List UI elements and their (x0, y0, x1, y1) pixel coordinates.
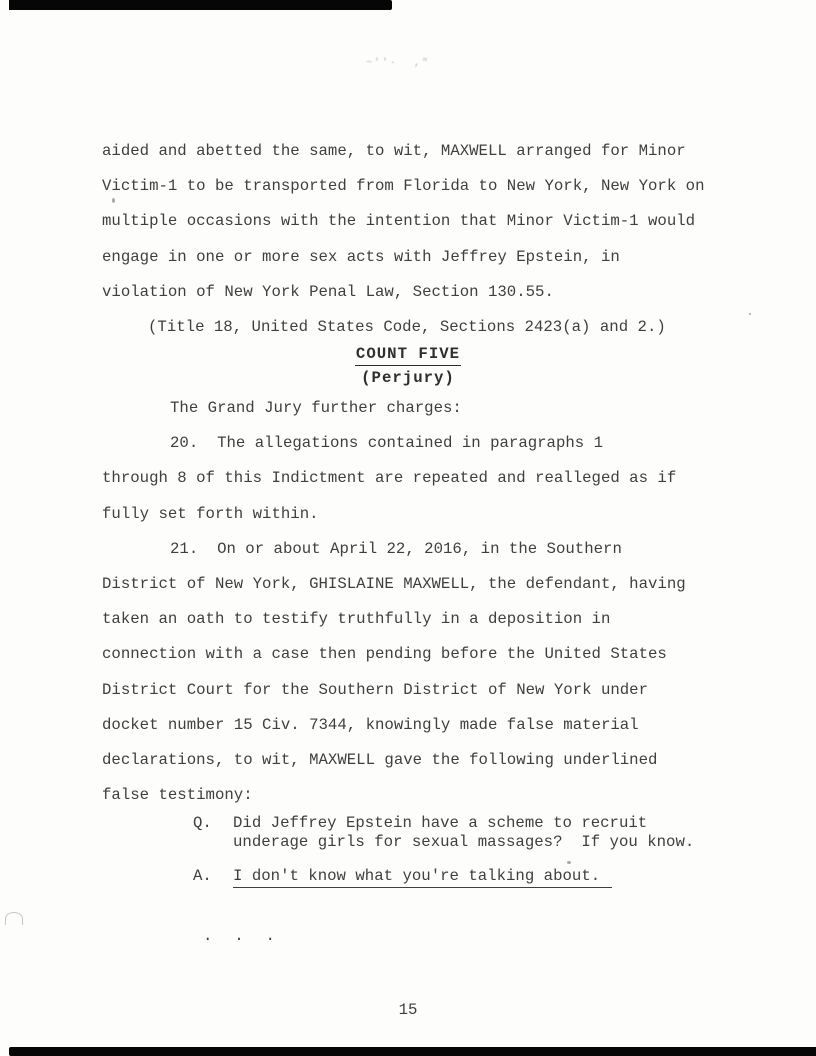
paragraph-21-line: District of New York, GHISLAINE MAXWELL, the defendant, having (102, 574, 686, 593)
paragraph-21-line: taken an oath to testify truthfully in a deposition in (102, 610, 611, 629)
page-number: 15 (398, 1001, 418, 1019)
paragraph-21-line: false testimony: (102, 786, 253, 805)
question-label: Q. (193, 814, 212, 832)
count-four-continuation (102, 134, 720, 345)
page-footer (0, 1000, 816, 1020)
testimony-answer (193, 867, 733, 888)
count-five-heading-block (102, 345, 714, 388)
scan-artifact-bottom-bar (9, 1047, 816, 1056)
paragraph-21-line: connection with a case then pending before the United States (102, 645, 667, 664)
scan-artifact-top-bar (9, 0, 392, 10)
paragraph-21-line: declarations, to wit, MAXWELL gave the following underlined (102, 750, 658, 769)
answer-label: A. (193, 867, 212, 885)
paragraph-line: violation of New York Penal Law, Section 130.55. (102, 282, 554, 301)
paragraph-line: aided and abetted the same, to wit, MAXWELL arranged for Minor (102, 142, 686, 160)
question-line: underage girls for sexual massages? If you know. (233, 833, 695, 851)
paragraph-line: multiple occasions with the intention that Minor Victim-1 would (102, 212, 696, 231)
testimony-excerpt (193, 814, 733, 888)
count-five-heading: COUNT FIVE (102, 345, 714, 366)
statute-citation: (Title 18, United States Code, Sections 2423(a) and 2.) (148, 317, 666, 336)
paragraph-20-line: fully set forth within. (102, 504, 319, 523)
question-text (233, 814, 694, 852)
paragraph-20-line: 20. The allegations contained in paragraphs 1 (170, 434, 604, 453)
question-line: Did Jeffrey Epstein have a scheme to recruit (233, 814, 648, 832)
scan-speck (749, 313, 751, 315)
testimony-ellipsis: . . . (203, 927, 276, 945)
perjury-subheading: (Perjury) (361, 369, 455, 387)
paragraph-20-line: through 8 of this Indictment are repeated and realleged as if (102, 469, 677, 488)
paragraph-line: Victim-1 to be transported from Florida to New York, New York on (102, 177, 705, 196)
margin-curl-mark (5, 912, 23, 925)
paragraph-21-line: docket number 15 Civ. 7344, knowingly made false material (102, 715, 639, 734)
paragraph-21-line: 21. On or about April 22, 2016, in the Southern (170, 539, 622, 558)
pencil-smudge: ~''· ,ʺ (366, 58, 431, 69)
paragraph-line: engage in one or more sex acts with Jeffrey Epstein, in (102, 247, 620, 266)
grand-jury-charge-line: The Grand Jury further charges: (170, 399, 462, 417)
answer-text-underlined: I don't know what you're talking about. (233, 867, 612, 888)
count-five-body (102, 391, 720, 813)
paragraph-21-line: District Court for the Southern District of New York under (102, 680, 649, 699)
testimony-question (193, 814, 733, 852)
